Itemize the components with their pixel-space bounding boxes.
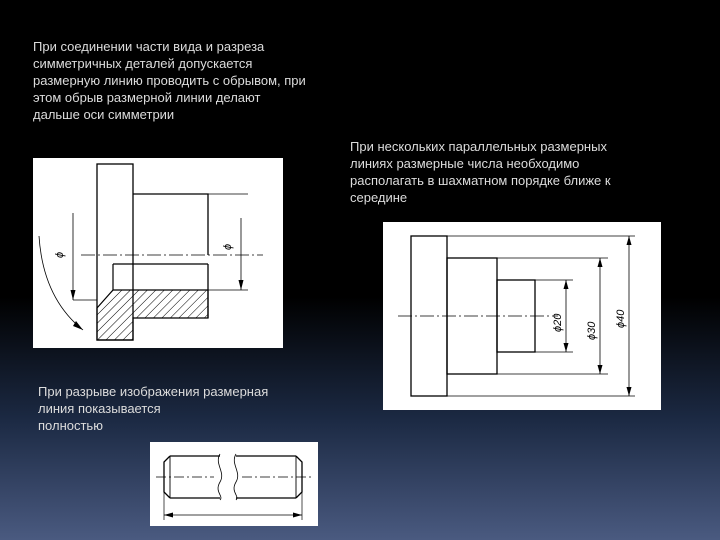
break-line-left	[218, 454, 222, 500]
text-broken-dimension-rule: При соединении части вида и разреза симметричных деталей допускается размерную линию проводить с обрывом, при этом обрыв размерной линии делают дальше оси симметрии	[33, 39, 306, 122]
label-d30: ϕ30	[586, 321, 598, 340]
parallel-dimensions-svg	[383, 222, 661, 410]
drawing-broken-shaft	[150, 442, 318, 526]
text-broken-image-rule: При разрыве изображения размерная линия показывается полностью	[38, 384, 269, 433]
arc-dimension	[39, 236, 83, 330]
text-parallel-dimensions-rule: При нескольких параллельных размерных линиях размерные числа необходимо располагать в шахматном порядке ближе к середине	[350, 139, 611, 205]
broken-shaft-svg	[150, 442, 318, 526]
broken-view-svg	[33, 158, 283, 348]
hub-view-outline	[133, 194, 208, 255]
label-left-phi: ϕ	[54, 251, 66, 258]
label-d20: ϕ20	[552, 313, 564, 332]
drawing-parallel-dimensions	[383, 222, 661, 410]
section-hatch	[97, 290, 208, 340]
drawing-broken-view-section	[33, 158, 283, 348]
label-d40: ϕ40	[615, 309, 627, 328]
label-right-phi: ϕ	[222, 243, 234, 250]
break-line-right	[234, 454, 238, 500]
